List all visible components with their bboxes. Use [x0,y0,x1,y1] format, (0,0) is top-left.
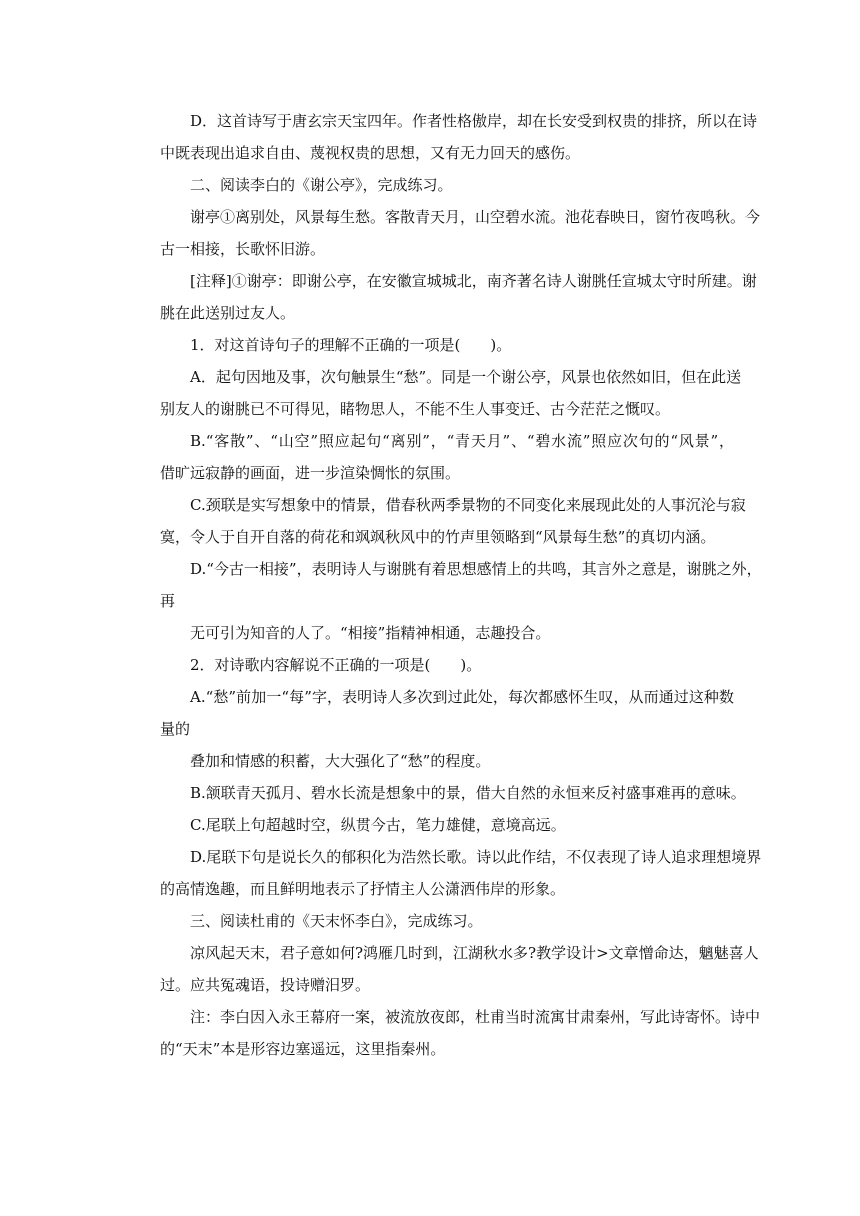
paragraph [160,617,734,649]
poem-text [160,201,761,265]
option [160,553,762,617]
text-line: 注：李白因入永王幕府一案，被流放夜郎，杜甫当时流寓甘肃秦州，写此诗寄怀。诗中 [190,1008,761,1026]
paragraph [160,745,734,777]
text-line: 三、阅读杜甫的《天末怀李白》，完成练习。 [190,912,483,930]
option [160,489,746,553]
text-line: 谢亭①离别处，风景每生愁。客散青天月，山空碧水流。池花春映日，窗竹夜鸣秋。今 [190,208,761,226]
section-heading [160,905,734,937]
text-line: 无可引为知音的人了。“相接”指精神相通，志趣投合。 [190,624,551,642]
text-line: 量的 [160,720,191,738]
text-line: 过。应共冤魂语，投诗赠汨罗。 [160,976,371,994]
section-heading [160,169,734,201]
text-line: 叠加和情感的积蓄，大大强化了“愁”的程度。 [190,752,491,770]
text-line: 寞，令人于自开自落的荷花和飒飒秋风中的竹声里领略到“风景每生愁”的真切内涵。 [160,528,716,546]
text-line: [注释]①谢亭：即谢公亭，在安徽宣城城北，南齐著名诗人谢朓任宣城太守时所建。谢 [190,272,757,290]
option [160,841,762,905]
text-line: B.“客散”、“山空”照应起句“离别”，“青天月”、“碧水流”照应次句的“风景”， [190,432,734,450]
text-line: 朓在此送别过友人。 [160,304,296,322]
text-line: 凉风起天末，君子意如何?鸿雁几时到，江湖秋水多?教学设计>文章憎命达，魑魅喜人 [190,944,759,962]
text-line: A．起句因地及事，次句触景生“愁”。同是一个谢公亭，风景也依然如旧，但在此送 [190,368,742,386]
question [160,329,734,361]
text-line: 的高情逸趣，而且鲜明地表示了抒情主人公潇洒伟岸的形象。 [160,880,566,898]
text-line: 再 [160,592,176,610]
text-line: 中既表现出追求自由、蔑视权贵的思想，又有无力回天的感伤。 [160,144,581,162]
text-line: C.颈联是实写想象中的情景，借春秋两季景物的不同变化来展现此处的人事沉沦与寂 [190,496,746,514]
text-line: D．这首诗写于唐玄宗天宝四年。作者性格傲岸，却在长安受到权贵的排挤，所以在诗 [190,112,758,130]
option [160,361,742,425]
paragraph [160,105,758,169]
text-line: 古一相接，长歌怀旧游。 [160,240,326,258]
option [160,777,746,809]
text-line: 1．对这首诗句子的理解不正确的一项是( )。 [190,336,512,354]
question [160,649,734,681]
text-line: 二、阅读李白的《谢公亭》，完成练习。 [190,176,453,194]
text-line: A.“愁”前加一“每”字，表明诗人多次到过此处，每次都感怀生叹，从而通过这种数 [190,688,734,706]
text-line: D.尾联下句是说长久的郁积化为浩然长歌。诗以此作结，不仅表现了诗人追求理想境界 [190,848,762,866]
text-line: D.“今古一相接”，表明诗人与谢朓有着思想感情上的共鸣，其言外之意是，谢朓之外， [190,560,762,578]
text-line: B.颔联青天孤月、碧水长流是想象中的景，借大自然的永恒来反衬盛事难再的意味。 [190,784,746,802]
option [160,809,734,841]
annotation [160,265,757,329]
option [160,425,734,489]
option [160,681,734,745]
annotation [160,1001,761,1065]
poem-text [160,937,759,1001]
text-line: 别友人的谢朓已不可得见，睹物思人，不能不生人事变迁、古今茫茫之慨叹。 [160,400,671,418]
text-line: C.尾联上句超越时空，纵贯今古，笔力雄健，意境高远。 [190,816,566,834]
text-line: 2．对诗歌内容解说不正确的一项是( )。 [190,656,482,674]
text-line: 的“天末”本是形容边塞遥远，这里指秦州。 [160,1040,446,1058]
text-line: 借旷远寂静的画面，进一步渲染惆怅的氛围。 [160,464,461,482]
document-page [160,105,762,1065]
